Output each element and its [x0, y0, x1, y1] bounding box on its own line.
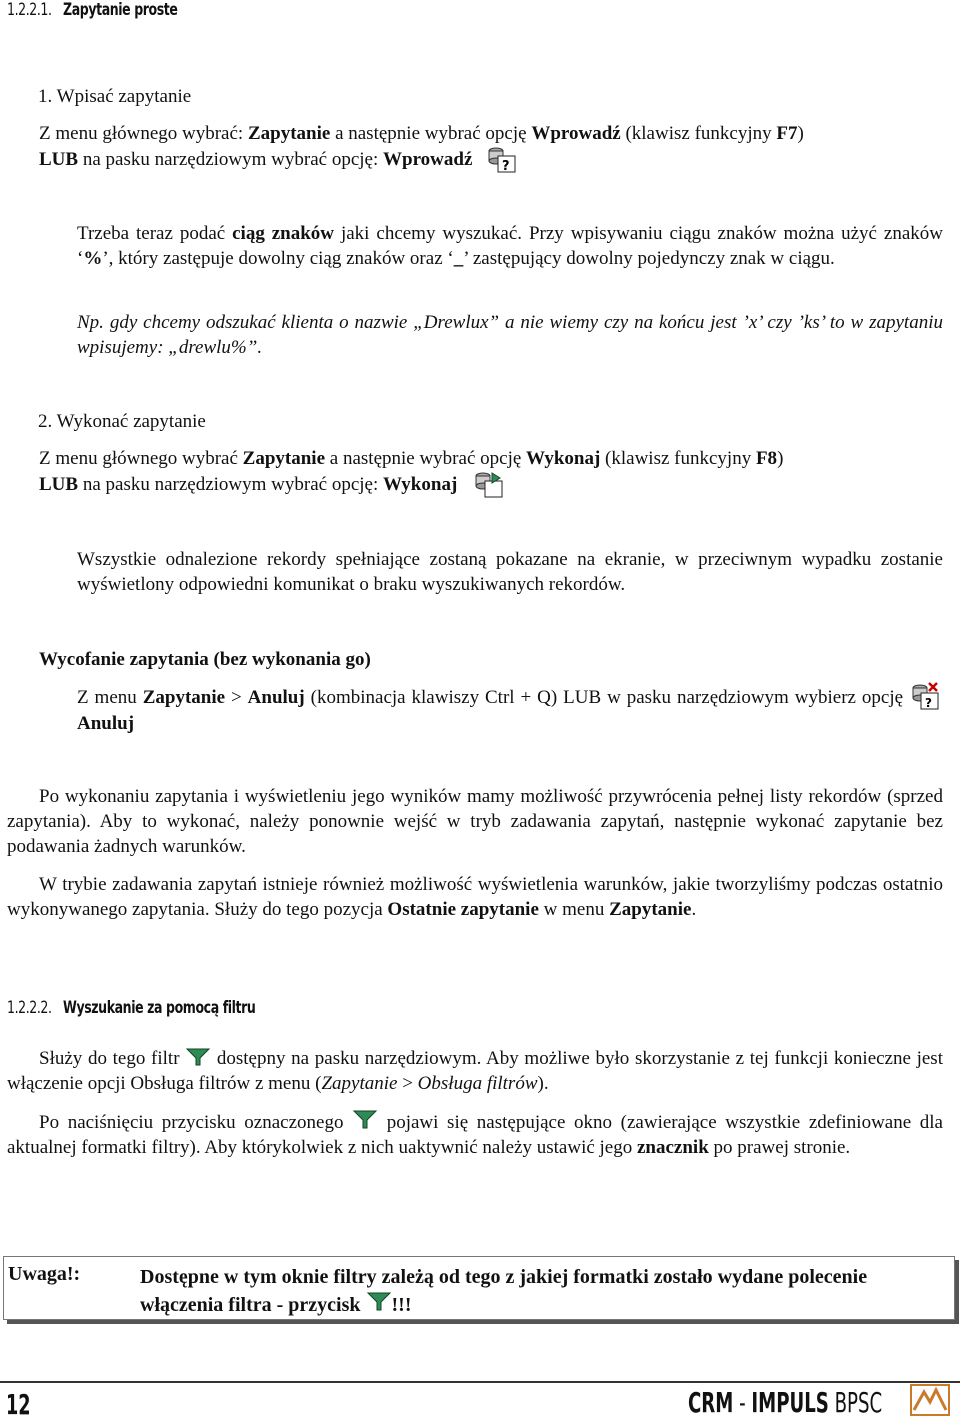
section-number: 1.2.2.2.	[7, 998, 52, 1018]
query-cancel-icon	[911, 681, 941, 711]
svg-text:?: ?	[502, 158, 510, 174]
step1-example: Np. gdy chcemy odszukać klienta o nazwie „Drewlux” a nie wiemy czy na końcu jest ’x’ czy ’ks’ to w zapytaniu wpisujemy: „drewlu%”.	[77, 312, 943, 358]
step2-description: Wszystkie odnalezione rekordy spełniające zostaną pokazane na ekranie, w przeciwnym wypadku zostanie wyświetlony odpowiedni komunikat o braku wyszukiwanych rekordów.	[77, 549, 943, 595]
filter-icon	[185, 1047, 211, 1067]
query-execute-icon	[474, 469, 506, 499]
step2-heading: 2. Wykonać zapytanie	[38, 411, 206, 432]
cancel-instruction: Z menu Zapytanie > Anuluj (kombinacja klawiszy Ctrl + Q) LUB w pasku narzędziowym wybierz opcję ? Anuluj	[77, 685, 943, 736]
note-text: Dostępne w tym oknie filtry zależą od tego z jakiej formatki zostało wydane polecenie włączenia filtra - przycisk !!!	[140, 1266, 868, 1316]
section-title: Zapytanie proste	[63, 0, 178, 20]
last-query-paragraph: W trybie zadawania zapytań istnieje również możliwość wyświetlenia warunków, jakie tworzyliśmy podczas ostatnio wykonywanego zapytania. Służy do tego pozycja Ostatnie zapytanie w menu Zapytanie.	[7, 874, 943, 920]
step1-description: Trzeba teraz podać ciąg znaków jaki chcemy wyszukać. Przy wpisywaniu ciągu znaków można użyć znaków ‘%’, który zastępuje dowolny ciąg znaków oraz ‘_’ zastępujący dowolny pojedynczy znak w ciągu.	[77, 223, 944, 269]
page-number: 12	[6, 1388, 31, 1421]
step1-heading: 1. Wpisać zapytanie	[38, 86, 192, 107]
query-enter-icon	[487, 144, 519, 174]
bpsc-logo-icon	[910, 1384, 950, 1416]
section-number: 1.2.2.1.	[7, 0, 52, 20]
footer-divider	[0, 1381, 960, 1383]
cancel-heading: Wycofanie zapytania (bez wykonania go)	[39, 649, 371, 670]
section-heading-1	[7, 0, 178, 20]
filter-paragraph-2: Po naciśnięciu przycisku oznaczonego pojawi się następujące okno (zawierające wszystkie zdefiniowane dla aktualnej formatki filtry). Aby którykolwiek z nich uaktywnić należy ustawić jego znacznik po prawej stronie.	[7, 1110, 943, 1160]
step2-instruction: Z menu głównego wybrać Zapytanie a następnie wybrać opcję Wykonaj (klawisz funkcyjny F8) LUB na pasku narzędziowym wybrać opcję: Wykonaj	[39, 446, 943, 499]
filter-icon	[352, 1109, 378, 1131]
footer-brand: CRM - IMPULS BPSC	[688, 1386, 883, 1419]
step1-instruction: Z menu głównego wybrać: Zapytanie a następnie wybrać opcję Wprowadź (klawisz funkcyjny F7) LUB na pasku narzędziowym wybrać opcję: Wprowadź ?	[39, 123, 804, 174]
filter-paragraph-1: Służy do tego filtr dostępny na pasku narzędziowym. Aby możliwe było skorzystanie z tej funkcji konieczne jest włączenie opcji Obsługa filtrów z menu (Zapytanie > Obsługa filtrów).	[7, 1048, 943, 1094]
svg-text:?: ?	[925, 695, 932, 710]
note-callout	[3, 1256, 955, 1320]
section-title: Wyszukanie za pomocą filtru	[63, 998, 256, 1018]
note-label: Uwaga!:	[8, 1263, 81, 1285]
section-heading-2	[7, 998, 255, 1018]
filter-icon	[366, 1291, 392, 1313]
restore-paragraph: Po wykonaniu zapytania i wyświetleniu jego wyników mamy możliwość przywrócenia pełnej listy rekordów (sprzed zapytania). Aby to wykonać, należy ponownie wejść w tryb zadawania zapytań, następnie wykonać zapytanie bez podawania żadnych warunków.	[7, 786, 943, 857]
